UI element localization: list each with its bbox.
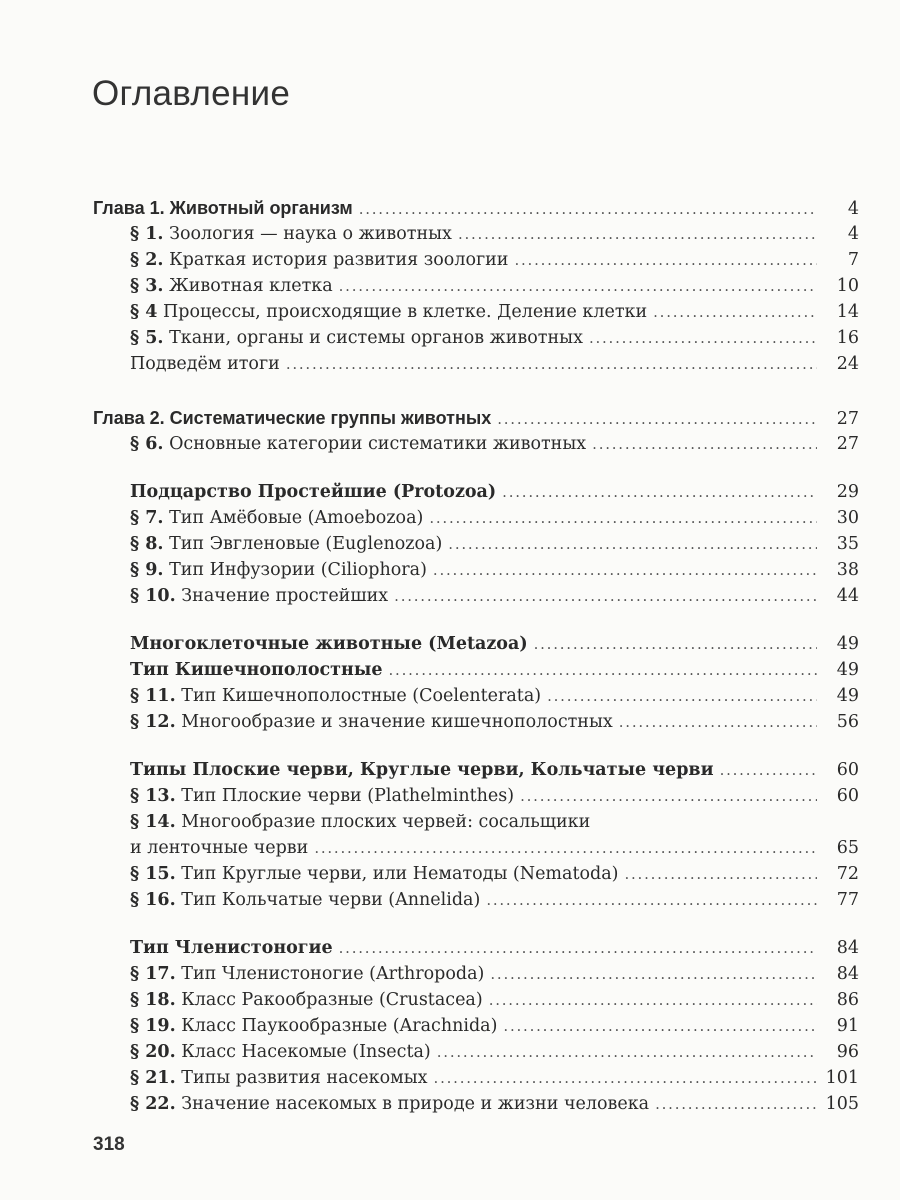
toc-entry-section[interactable] <box>93 1065 859 1091</box>
entry-title <box>130 631 528 657</box>
entry-text: Процессы, происходящие в клетке. Деление клетки <box>157 302 648 322</box>
entry-title <box>130 987 483 1013</box>
dot-leader <box>339 273 817 299</box>
toc-entry-section[interactable] <box>93 299 859 325</box>
entry-title <box>130 351 280 377</box>
section-number: § 19. <box>130 1016 176 1036</box>
entry-title <box>130 961 484 987</box>
entry-text: Тип Членистоногие <box>130 938 333 958</box>
entry-page-number: 14 <box>836 302 859 322</box>
dot-leader <box>339 935 817 961</box>
entry-title <box>130 887 480 913</box>
section-number: § 3. <box>130 276 164 296</box>
dot-leader <box>286 351 817 377</box>
dot-leader <box>589 325 817 351</box>
entry-page-number: 91 <box>836 1016 859 1036</box>
toc-entry-section[interactable] <box>93 247 859 273</box>
entry-title <box>130 1091 649 1117</box>
entry-text: Глава 1. Животный организм <box>93 198 353 218</box>
entry-page-number: 86 <box>836 990 859 1010</box>
entry-page-number: 4 <box>847 224 859 244</box>
dot-leader <box>534 631 817 657</box>
section-number: § 17. <box>130 964 176 984</box>
entry-page-number: 84 <box>836 938 859 958</box>
entry-title <box>130 861 618 887</box>
entry-text: Краткая история развития зоологии <box>163 250 509 270</box>
toc-entry-section[interactable] <box>93 505 859 531</box>
section-number: § 4 <box>130 302 158 322</box>
entry-page-number: 30 <box>836 508 859 528</box>
entry-page-number: 72 <box>836 864 859 884</box>
toc-entry-section[interactable] <box>93 221 859 247</box>
dot-leader <box>429 505 817 531</box>
entry-page-number: 29 <box>836 482 859 502</box>
dot-leader <box>514 247 817 273</box>
entry-title <box>130 835 308 861</box>
dot-leader <box>394 583 817 609</box>
entry-text: и ленточные черви <box>130 838 309 858</box>
dot-leader <box>653 299 817 325</box>
entry-title <box>130 479 496 505</box>
toc-group <box>93 757 859 913</box>
entry-title <box>130 709 613 735</box>
dot-leader <box>503 1013 817 1039</box>
entry-title <box>130 1065 428 1091</box>
dot-leader <box>434 1065 817 1091</box>
entry-page-number: 38 <box>836 560 859 580</box>
entry-page-number: 56 <box>836 712 859 732</box>
toc-entry-section[interactable] <box>93 1039 859 1065</box>
toc-entry-subgroup[interactable] <box>93 757 859 783</box>
entry-title <box>130 1039 431 1065</box>
dot-leader <box>619 709 817 735</box>
entry-text: Тип Эвгленовые (Euglenozoa) <box>163 534 443 554</box>
toc-group <box>93 935 859 1117</box>
toc-entry-section[interactable] <box>93 583 859 609</box>
table-of-contents <box>93 195 859 1117</box>
section-number: § 11. <box>130 686 176 706</box>
entry-page-number: 65 <box>836 838 859 858</box>
toc-entry-subgroup[interactable] <box>93 657 859 683</box>
toc-entry-section[interactable] <box>93 809 859 835</box>
entry-text: Многообразие и значение кишечнополостных <box>175 712 613 732</box>
section-number: § 2. <box>130 250 164 270</box>
toc-entry-chapter[interactable] <box>93 405 859 431</box>
dot-leader <box>437 1039 817 1065</box>
entry-title <box>130 757 714 783</box>
toc-entry-section[interactable] <box>93 531 859 557</box>
entry-page-number: 77 <box>836 890 859 910</box>
dot-leader <box>490 961 817 987</box>
section-number: § 6. <box>130 434 164 454</box>
toc-entry-subgroup[interactable] <box>93 935 859 961</box>
entry-page-number: 27 <box>836 434 859 454</box>
entry-page-number: 16 <box>836 328 859 348</box>
entry-text: Значение простейших <box>175 586 389 606</box>
entry-text: Значение насекомых в природе и жизни человека <box>175 1094 650 1114</box>
entry-title <box>130 935 333 961</box>
entry-title <box>130 657 383 683</box>
section-number: § 14. <box>130 812 176 832</box>
section-number: § 18. <box>130 990 176 1010</box>
toc-entry-section[interactable] <box>93 783 859 809</box>
section-number: § 10. <box>130 586 176 606</box>
toc-entry-section[interactable] <box>93 1013 859 1039</box>
dot-leader <box>359 196 817 222</box>
entry-title <box>130 505 423 531</box>
entry-page-number: 49 <box>836 686 859 706</box>
entry-text: Основные категории систематики животных <box>163 434 587 454</box>
toc-entry-section[interactable] <box>93 987 859 1013</box>
toc-entry-section[interactable] <box>93 1091 859 1117</box>
entry-text: Тип Членистоногие (Arthropoda) <box>175 964 485 984</box>
entry-text: Типы Плоские черви, Круглые черви, Кольчатые черви <box>130 760 714 780</box>
entry-title <box>130 583 388 609</box>
toc-group <box>93 405 859 457</box>
entry-page-number: 44 <box>836 586 859 606</box>
entry-text: Класс Насекомые (Insecta) <box>175 1042 431 1062</box>
toc-entry-section[interactable] <box>93 835 859 861</box>
entry-page-number: 35 <box>836 534 859 554</box>
entry-title <box>93 195 353 221</box>
section-number: § 7. <box>130 508 164 528</box>
entry-title <box>130 431 586 457</box>
dot-leader <box>624 861 817 887</box>
entry-page-number: 84 <box>836 964 859 984</box>
entry-page-number: 27 <box>836 409 859 429</box>
toc-entry-chapter[interactable] <box>93 195 859 221</box>
entry-title <box>130 247 508 273</box>
toc-entry-section[interactable] <box>93 273 859 299</box>
entry-text: Тип Кольчатые черви (Annelida) <box>175 890 481 910</box>
entry-text: Тип Кишечнополостные <box>130 660 383 680</box>
entry-title <box>130 273 333 299</box>
entry-title <box>130 221 452 247</box>
entry-text: Класс Ракообразные (Crustacea) <box>175 990 483 1010</box>
entry-text: Многоклеточные животные (Metazoa) <box>130 634 528 654</box>
entry-page-number: 105 <box>825 1094 859 1114</box>
section-number: § 22. <box>130 1094 176 1114</box>
entry-page-number: 24 <box>836 354 859 374</box>
dot-leader <box>502 479 817 505</box>
entry-title <box>130 299 647 325</box>
toc-entry-section[interactable] <box>93 557 859 583</box>
toc-entry-section[interactable] <box>93 325 859 351</box>
section-number: § 15. <box>130 864 176 884</box>
entry-text: Тип Амёбовые (Amoebozoa) <box>163 508 424 528</box>
entry-title <box>130 557 427 583</box>
section-number: § 20. <box>130 1042 176 1062</box>
toc-entry-subgroup[interactable] <box>93 479 859 505</box>
page-title: Оглавление <box>92 74 291 113</box>
entry-text: Ткани, органы и системы органов животных <box>163 328 583 348</box>
page-number: 318 <box>93 1134 125 1155</box>
toc-entry-section[interactable] <box>93 861 859 887</box>
entry-page-number: 4 <box>847 199 859 219</box>
section-number: § 5. <box>130 328 164 348</box>
entry-page-number: 60 <box>836 760 859 780</box>
entry-text: Глава 2. Систематические группы животных <box>93 408 492 428</box>
dot-leader <box>458 221 817 247</box>
entry-page-number: 49 <box>836 634 859 654</box>
entry-text: Подцарство Простейшие (Protozoa) <box>130 482 497 502</box>
entry-text: Класс Паукообразные (Arachnida) <box>175 1016 498 1036</box>
section-number: § 1. <box>130 224 164 244</box>
entry-text: Тип Плоские черви (Plathelminthes) <box>175 786 515 806</box>
entry-title <box>130 683 541 709</box>
dot-leader <box>547 683 817 709</box>
section-number: § 8. <box>130 534 164 554</box>
toc-entry-section[interactable] <box>93 709 859 735</box>
entry-text: Тип Кишечнополостные (Coelenterata) <box>175 686 542 706</box>
dot-leader <box>489 987 817 1013</box>
entry-title <box>130 1013 497 1039</box>
entry-page-number: 60 <box>836 786 859 806</box>
entry-title <box>130 809 590 835</box>
toc-entry-section[interactable] <box>93 887 859 913</box>
dot-leader <box>389 657 817 683</box>
entry-text: Зоология — наука о животных <box>163 224 452 244</box>
entry-page-number: 96 <box>836 1042 859 1062</box>
entry-text: Тип Инфузории (Ciliophora) <box>163 560 427 580</box>
dot-leader <box>592 431 817 457</box>
entry-page-number: 101 <box>825 1068 859 1088</box>
toc-entry-section[interactable] <box>93 431 859 457</box>
entry-page-number: 10 <box>836 276 859 296</box>
dot-leader <box>433 557 817 583</box>
section-number: § 21. <box>130 1068 176 1088</box>
entry-text: Типы развития насекомых <box>175 1068 428 1088</box>
section-number: § 12. <box>130 712 176 732</box>
toc-entry-section[interactable] <box>93 961 859 987</box>
dot-leader <box>448 531 817 557</box>
dot-leader <box>497 406 817 432</box>
toc-entry-section[interactable] <box>93 683 859 709</box>
toc-group <box>93 479 859 609</box>
entry-title <box>130 325 583 351</box>
entry-page-number: 49 <box>836 660 859 680</box>
dot-leader <box>520 783 817 809</box>
section-number: § 16. <box>130 890 176 910</box>
entry-page-number: 7 <box>847 250 859 270</box>
toc-entry-section[interactable] <box>93 351 859 377</box>
toc-group <box>93 195 859 377</box>
entry-text: Тип Круглые черви, или Нематоды (Nematoda) <box>175 864 619 884</box>
section-number: § 9. <box>130 560 164 580</box>
entry-text: Подведём итоги <box>130 354 280 374</box>
dot-leader <box>314 835 817 861</box>
dot-leader <box>720 757 817 783</box>
dot-leader <box>655 1091 817 1117</box>
entry-text: Животная клетка <box>163 276 333 296</box>
toc-group <box>93 631 859 735</box>
entry-title <box>130 783 514 809</box>
entry-title <box>93 405 491 431</box>
entry-text: Многообразие плоских червей: сосальщики <box>175 812 591 832</box>
toc-entry-subgroup[interactable] <box>93 631 859 657</box>
dot-leader <box>486 887 817 913</box>
entry-title <box>130 531 442 557</box>
section-number: § 13. <box>130 786 176 806</box>
